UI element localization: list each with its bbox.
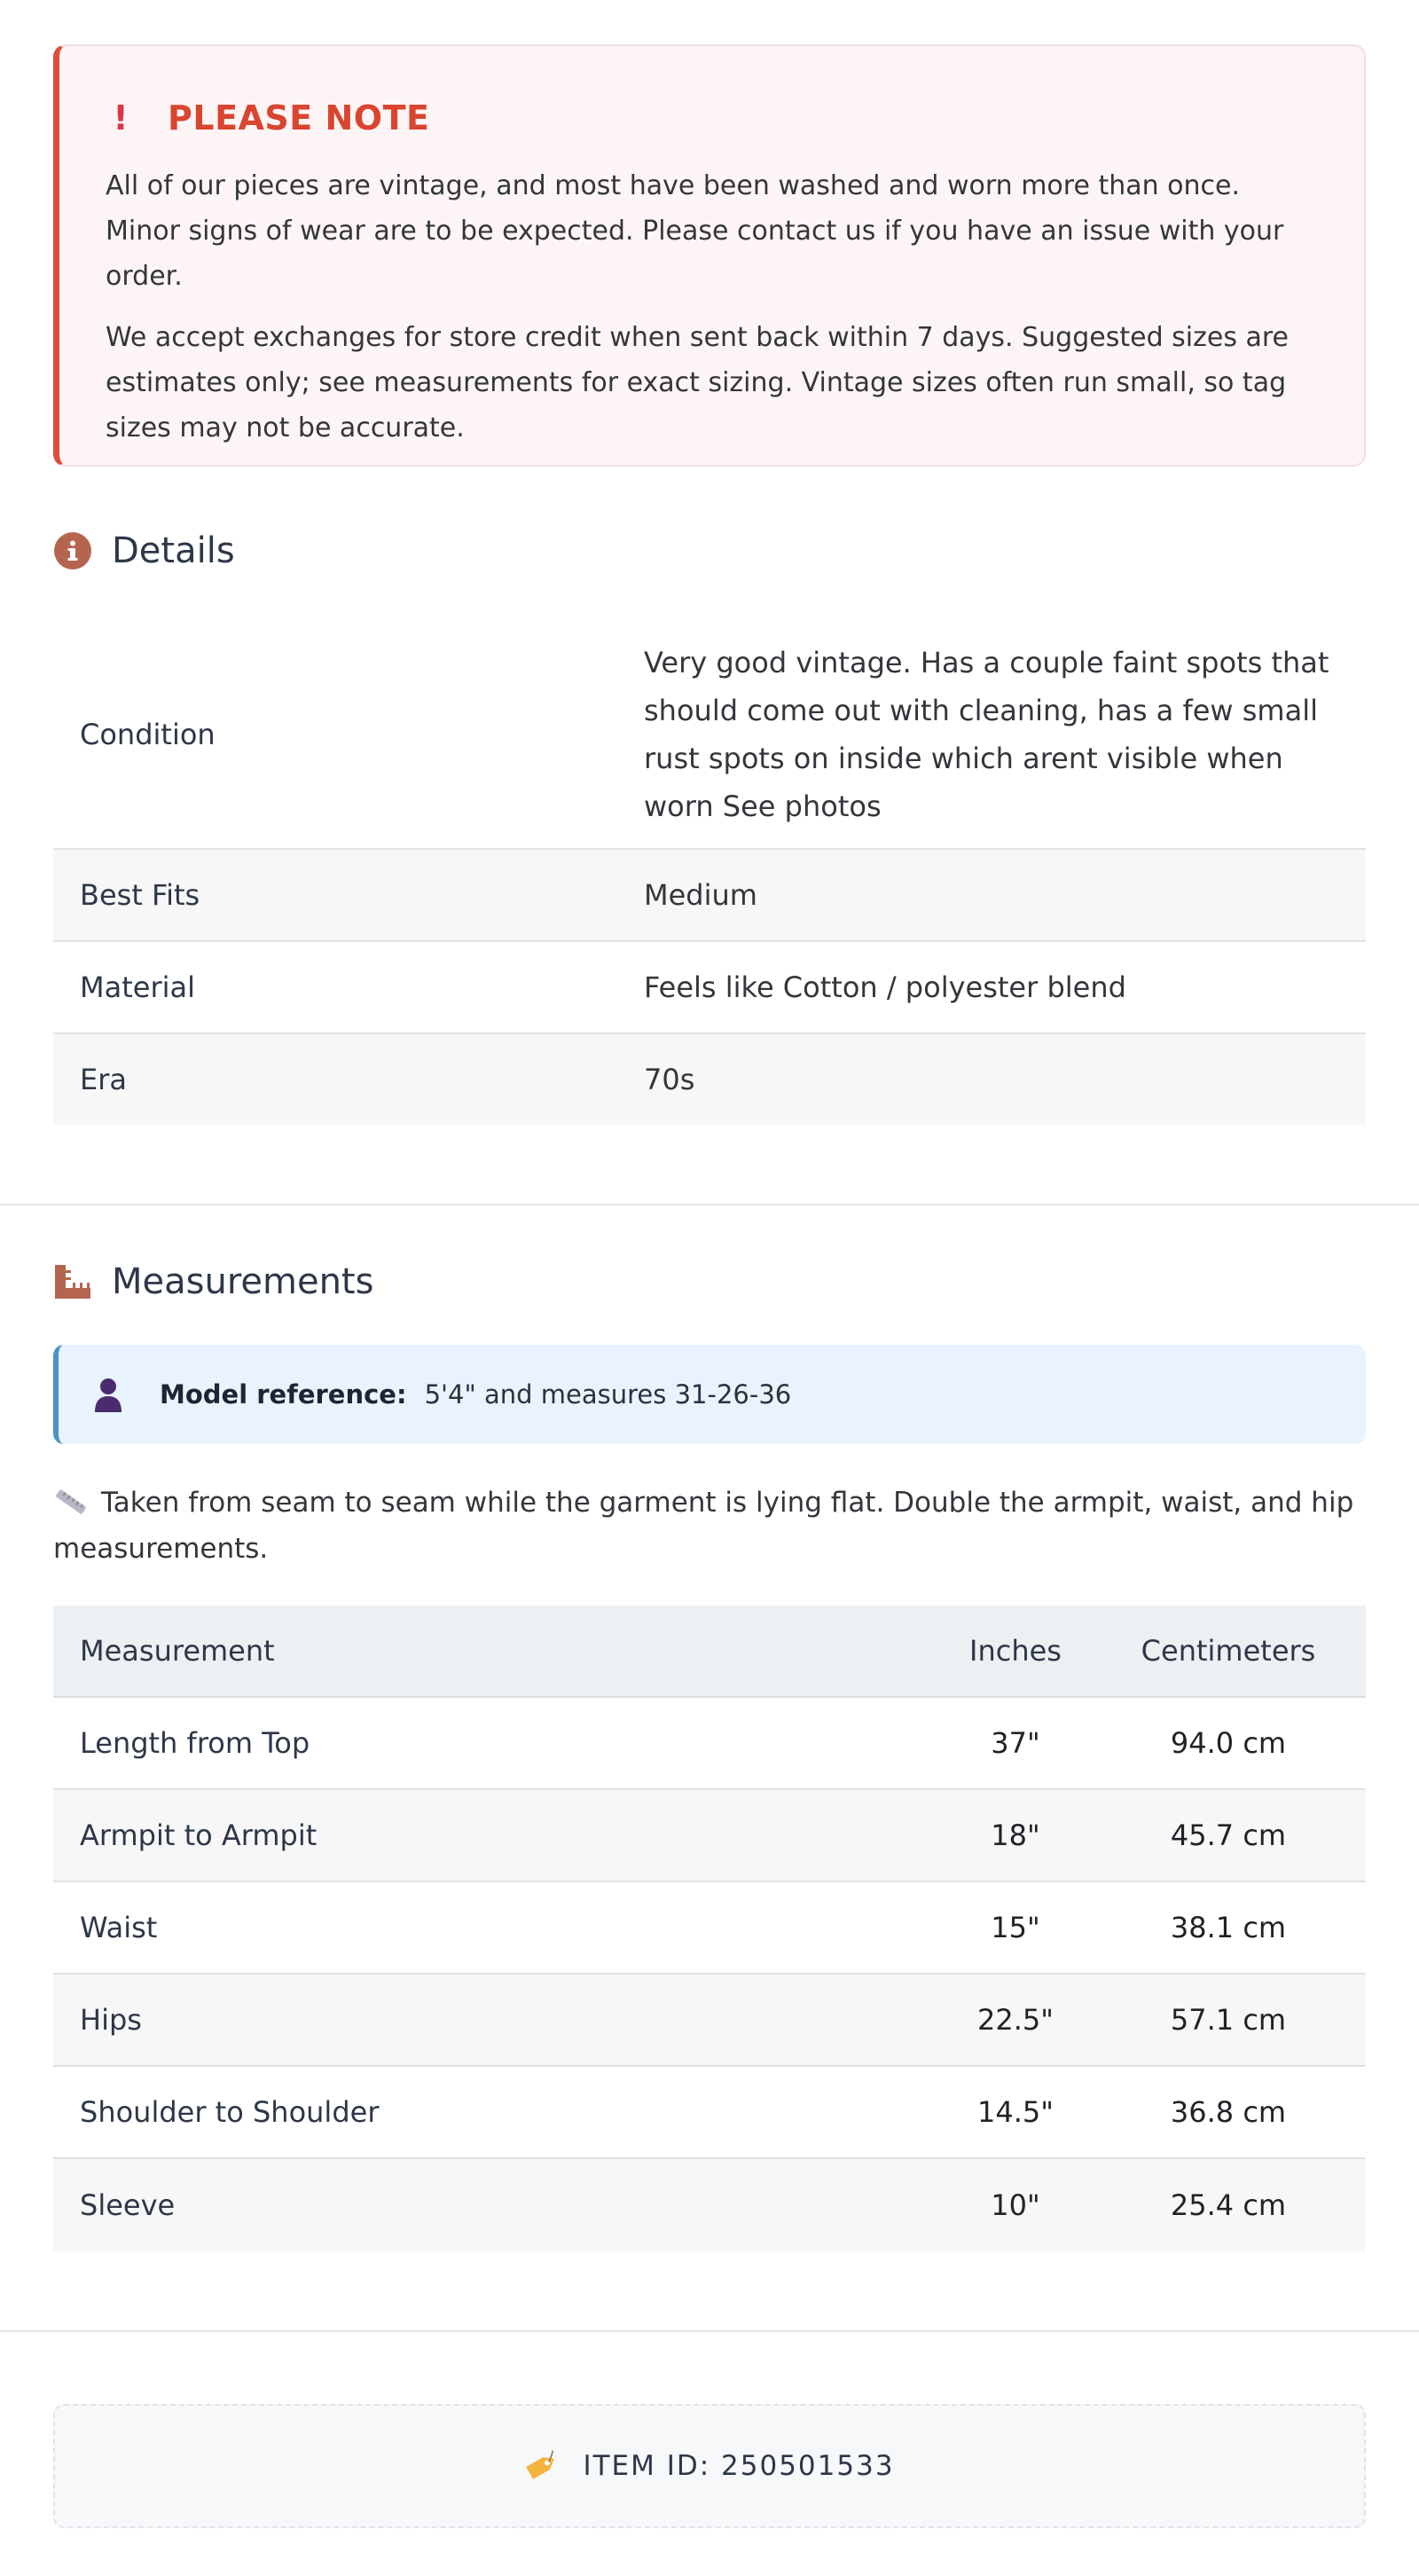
model-reference-box [53, 1345, 1366, 1444]
model-reference-label: Model reference: [160, 1379, 407, 1410]
measurement-inches: 10" [991, 2188, 1040, 2222]
notice-header [107, 96, 1318, 140]
table-row [53, 1882, 1366, 1975]
measurements-title: Measurements [112, 1261, 374, 1302]
table-row [53, 1790, 1366, 1882]
details-value: Feels like Cotton / polyester blend [644, 970, 1126, 1004]
table-header-row [53, 1606, 1366, 1698]
details-row-era [53, 1034, 1366, 1125]
item-id-text: ITEM ID: 250501533 [583, 2450, 895, 2482]
measurement-cm: 25.4 cm [1170, 2188, 1287, 2222]
details-value: Medium [644, 878, 757, 912]
measurement-name: Shoulder to Shoulder [80, 2095, 380, 2129]
item-id-box [53, 2404, 1366, 2528]
details-value: 70s [644, 1063, 695, 1096]
notice-paragraph-exchanges: We accept exchanges for store credit when sent back within 7 days. Suggested sizes are estimates only; see measurements for exact sizing. Vintage sizes often run small, so tag sizes may not be accurate. [106, 322, 1290, 444]
table-row [53, 2159, 1366, 2251]
column-header-inches: Inches [969, 1634, 1062, 1668]
table-row [53, 2067, 1366, 2159]
table-row [53, 1698, 1366, 1790]
measurement-inches: 14.5" [977, 2095, 1054, 2129]
measurement-cm: 94.0 cm [1170, 1726, 1287, 1760]
please-note-notice [53, 44, 1366, 467]
measurement-name: Hips [80, 2003, 142, 2037]
details-table [53, 621, 1366, 1125]
measurement-note [53, 1480, 1366, 1572]
ruler-icon [53, 1262, 92, 1301]
measurement-inches: 37" [991, 1726, 1040, 1760]
column-header-centimeters: Centimeters [1141, 1634, 1316, 1668]
measurements-heading [53, 1261, 373, 1302]
details-label: Best Fits [80, 878, 200, 912]
tag-icon [524, 2450, 560, 2482]
details-heading [53, 530, 235, 571]
person-icon [92, 1377, 124, 1412]
details-row-condition [53, 621, 1366, 850]
details-label: Condition [80, 718, 216, 751]
info-icon [53, 531, 92, 570]
straight-ruler-icon [53, 1483, 89, 1510]
measurement-cm: 57.1 cm [1170, 2003, 1287, 2037]
details-title: Details [112, 530, 235, 571]
details-row-material [53, 942, 1366, 1034]
column-header-measurement: Measurement [80, 1634, 275, 1668]
section-divider [0, 2330, 1419, 2332]
details-row-best-fits [53, 850, 1366, 942]
model-reference-value: 5'4" and measures 31-26-36 [424, 1379, 792, 1410]
details-label: Era [80, 1063, 127, 1096]
measurement-cm: 36.8 cm [1170, 2095, 1287, 2129]
measurement-note-text: Taken from seam to seam while the garment is lying flat. Double the armpit, waist, and hip measurements. [53, 1487, 1354, 1565]
measurement-cm: 38.1 cm [1170, 1911, 1287, 1944]
measurements-table [53, 1606, 1366, 2251]
measurement-name: Armpit to Armpit [80, 1818, 318, 1852]
measurement-name: Waist [80, 1911, 158, 1944]
measurement-inches: 18" [991, 1818, 1040, 1852]
section-divider [0, 1204, 1419, 1206]
table-row [53, 1975, 1366, 2067]
details-value: Very good vintage. Has a couple faint spots that should come out with cleaning, has a few small rust spots on inside which arent visible when worn See photos [644, 646, 1329, 823]
notice-title: PLEASE NOTE [168, 98, 430, 137]
measurement-inches: 15" [991, 1911, 1040, 1944]
exclamation-icon: ! [113, 98, 129, 137]
details-label: Material [80, 970, 195, 1004]
measurement-cm: 45.7 cm [1170, 1818, 1287, 1852]
measurement-name: Length from Top [80, 1726, 310, 1760]
notice-paragraph-vintage: All of our pieces are vintage, and most have been washed and worn more than once. Minor signs of wear are to be expected. Please contact us if you have an issue with your order. [106, 170, 1284, 292]
measurement-inches: 22.5" [977, 2003, 1054, 2037]
measurement-name: Sleeve [80, 2188, 176, 2222]
